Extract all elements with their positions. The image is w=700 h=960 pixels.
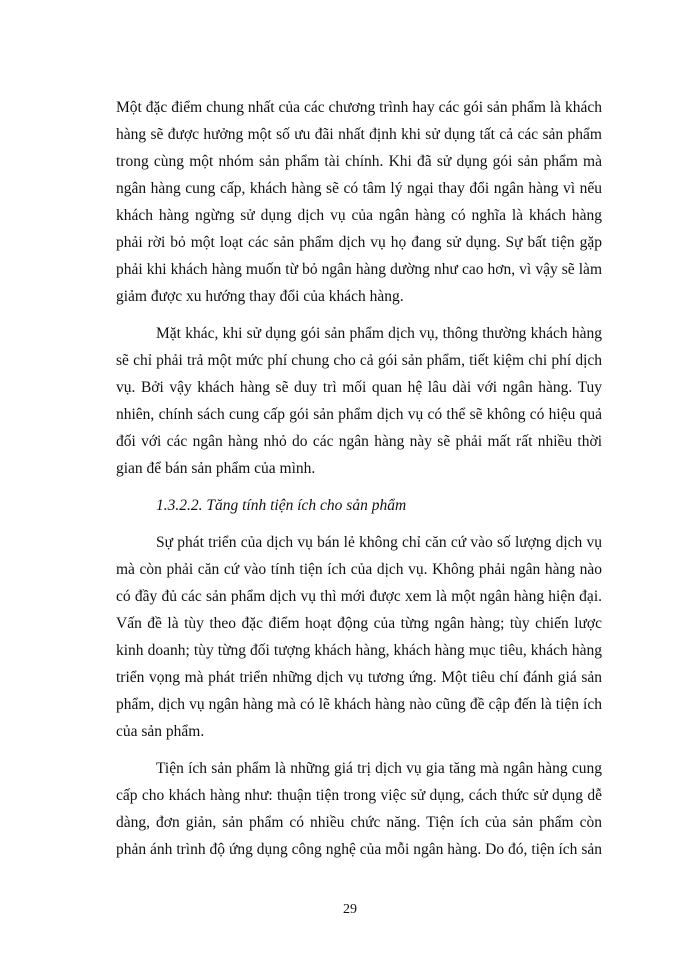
paragraph-line: mà còn phải căn cứ vào tính tiện ích của dịch vụ. Không phải ngân hàng nào [116,561,602,578]
paragraph-line: phải khi khách hàng muốn từ bỏ ngân hàng dường như cao hơn, vì vậy sẽ làm [116,261,602,278]
paragraph-line: Mặt khác, khi sử dụng gói sản phẩm dịch vụ, thông thường khách hàng [156,325,602,342]
paragraph-line: Tiện ích sản phẩm là những giá trị dịch vụ gia tăng mà ngân hàng cung [156,760,602,777]
paragraph-line: Một đặc điểm chung nhất của các chương trình hay các gói sản phẩm là khách [116,99,602,116]
paragraph-line: gian để bán sản phẩm của mình. [116,460,316,477]
paragraph-line: của sản phẩm. [116,723,205,740]
paragraph-line: kinh doanh; tùy từng đối tượng khách hàng, khách hàng mục tiêu, khách hàng [116,642,602,659]
section-heading: 1.3.2.2. Tăng tính tiện ích cho sản phẩm [156,497,407,514]
paragraph-line: giảm được xu hướng thay đổi của khách hàng. [116,288,404,305]
paragraph-line: Sự phát triển của dịch vụ bán lẻ không chỉ căn cứ vào số lượng dịch vụ [156,534,602,551]
paragraph-line: dàng, đơn giản, sản phẩm có nhiều chức năng. Tiện ích của sản phẩm còn [116,814,602,831]
paragraph-line: ngân hàng cung cấp, khách hàng sẽ có tâm lý ngại thay đổi ngân hàng vì nếu [116,180,602,197]
paragraph-2 [116,320,602,482]
paragraph-line: phản ánh trình độ ứng dụng công nghệ của mỗi ngân hàng. Do đó, tiện ích sản [116,841,602,858]
paragraph-line: sẽ chỉ phải trả một mức phí chung cho cả gói sản phẩm, tiết kiệm chi phí dịch [116,352,602,369]
paragraph-1 [116,94,602,310]
paragraph-line: Vấn đề là tùy theo đặc điểm hoạt động của từng ngân hàng; tùy chiến lược [116,615,602,632]
paragraph-line: hàng sẽ được hưởng một số ưu đãi nhất định khi sử dụng tất cả các sản phẩm [116,126,602,143]
paragraph-line: khách hàng ngừng sử dụng dịch vụ của ngân hàng có nghĩa là khách hàng [116,207,602,224]
page-number: 29 [343,902,357,917]
paragraph-line: vụ. Bởi vậy khách hàng sẽ duy trì mối quan hệ lâu dài với ngân hàng. Tuy [116,379,602,396]
paragraph-line: nhiên, chính sách cung cấp gói sản phẩm dịch vụ có thể sẽ không có hiệu quả [116,406,602,423]
paragraph-line: đối với các ngân hàng nhỏ do các ngân hàng này sẽ phải mất rất nhiều thời [116,433,602,450]
paragraph-4 [116,755,602,863]
paragraph-line: triển vọng mà phát triển những dịch vụ tương ứng. Một tiêu chí đánh giá sản [116,669,602,686]
paragraph-line: trong cùng một nhóm sản phẩm tài chính. Khi đã sử dụng gói sản phẩm mà [116,153,602,170]
paragraph-line: phẩm, dịch vụ ngân hàng mà có lẽ khách hàng nào cũng đề cập đến là tiện ích [116,696,602,713]
paragraph-line: có đầy đủ các sản phẩm dịch vụ thì mới được xem là một ngân hàng hiện đại. [116,588,602,605]
paragraph-3 [116,529,602,745]
page-body [116,94,602,863]
paragraph-line: phải rời bỏ một loạt các sản phẩm dịch vụ họ đang sử dụng. Sự bất tiện gặp [116,234,602,251]
paragraph-line: cấp cho khách hàng như: thuận tiện trong việc sử dụng, cách thức sử dụng dễ [116,787,602,804]
